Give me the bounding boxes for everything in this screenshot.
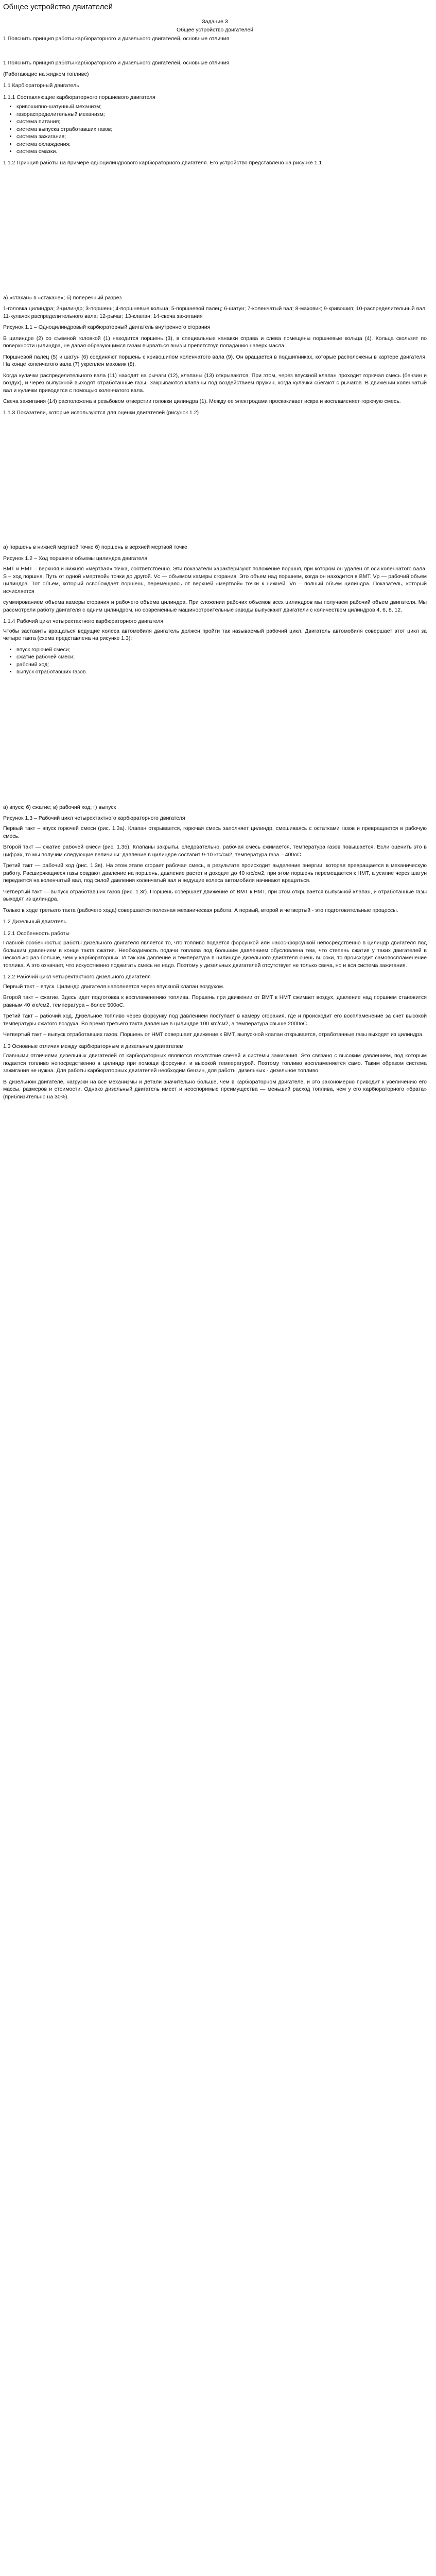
section-1-1-4-heading: 1.1.4 Рабочий цикл четырехтактного карбюраторного двигателя	[3, 618, 164, 625]
section-1-1-1-heading: 1.1.1 Составляющие карбюраторного поршневого двигателя	[3, 94, 155, 100]
paragraph-compression: Второй такт — сжатие рабочей смеси (рис. 1.3б). Клапаны закрыты, следовательно, рабочая смесь сжимается, температура газов повышается. Если оценить это в цифрах, то мы получим следующие величины: давление в цилиндре составит 9-10 кгс/см2, температура газа – 400оС.	[3, 844, 427, 858]
figure-1-1-labels: а) «стакан» в «стакане»; б) поперечный разрез	[3, 294, 122, 301]
figure-1-2-placeholder	[3, 420, 427, 544]
section-1-1-2-paragraph: 1.1.2 Принцип работы на примере одноцилиндрового карбюраторного двигателя. Его устройство представлено на рисунке 1.1	[3, 160, 322, 166]
list-item: • система выпуска отработавших газов;	[16, 126, 427, 133]
paragraph-intake: Первый такт – впуск горючей смеси (рис. 1.3а). Клапан открывается, горючая смесь заполняет цилиндр, смешиваясь с остатками газов и превращается в рабочую смесь.	[3, 825, 427, 839]
paragraph-power: Третий такт — рабочий ход (рис. 1.3в). На этом этапе сгорает рабочая смесь, в результате происходит выделение энергии, которая превращается в механическую работу. Расширяющиеся газы создают давление на поршень, давление растет и доходит до 40 кгс/см2, при этом поршень перемещается к НМТ, а усилие через шатун передается на коленчатый вал, под силой давления коленчатый вал и ведущие колеса автомобиля начинают вращаться.	[3, 862, 427, 884]
paragraph-diesel-exhaust: Четвертый такт – выпуск отработавших газов. Поршень от НМТ совершает движение к ВМТ, выпускной клапан открывается, отработанные газы выходят из цилиндра.	[3, 1031, 424, 1038]
paragraph-diesel-power: Третий такт – рабочий ход. Дизельное топливо через форсунку под давлением поступает в камеру сгорания, где и происходит его воспламенение за счет высокой температуры сжатого воздуха. Во время третьего такта давление в цилиндре 100 кгс/см2, а температура свыше 2000оС.	[3, 1013, 427, 1027]
list-item: • кривошипно-шатунный механизм;	[16, 103, 427, 110]
document-page	[0, 0, 430, 1114]
figure-1-1-legend: 1-головка цилиндра; 2-цилиндр; 3-поршень; 4-поршневые кольца; 5-поршневой палец; 6-шатун; 7-коленчатый вал; 8-маховик; 9-кривошип; 10-распределительный вал; 11-кулачок распределительного вала; 12-рычаг; 13-клапан; 14-свеча зажигания	[3, 306, 427, 319]
list-item: • газораспределительный механизм;	[16, 111, 427, 118]
section-1-1-3-heading: 1.1.3 Показатели, которые используются для оценки двигателей (рисунок 1.2)	[3, 409, 199, 416]
section-1-2-2-heading: 1.2.2 Рабочий цикл четырехтактного дизельного двигателя	[3, 974, 151, 980]
paragraph-pin: Поршневой палец (5) и шатун (6) соединяют поршень с кривошипом коленчатого вала (9). Он вращается в подшипниках, которые расположены в картере двигателя. На конце коленчатого вала (7) укреплен маховик (8).	[3, 353, 427, 368]
question-one: 1 Пояснить принцип работы карбюраторного и дизельного двигателей, основные отличия	[3, 35, 230, 42]
figure-1-3-labels: а) впуск; б) сжатие; в) рабочий ход; г) выпуск	[3, 804, 116, 810]
figure-1-1-caption: Рисунок 1.1 – Одноцилиндровый карбюраторный двигатель внутреннего сгорания	[3, 324, 211, 331]
paragraph-spark: Свеча зажигания (14) расположена в резьбовом отверстии головки цилиндра (1). Между ее электродами проскакивает искра и воспламеняет горючую смесь.	[3, 398, 401, 405]
paragraph-differences-1: Главными отличиями дизельных двигателей от карбюраторных являются отсутствие свечей и системы зажигания. Это связано с высоким давлением, под которым подается топливо непосредственно в цилиндр при помощи форсунки, и высокой температурой. Поэтому топливо воспламеняется само. Таким образом система зажигания не нужна. Для работы карбюраторных двигателей необходим бензин, для работы дизельных - дизельное топливо.	[3, 1053, 427, 1074]
list-item: • система зажигания;	[16, 133, 427, 140]
list-item: • впуск горючей смеси;	[16, 646, 427, 653]
paragraph-differences-2: В дизельном двигателе, нагрузки на все механизмы и детали значительно больше, чем в карбюраторном двигателе, и это закономерно приводит к увеличению его массы, размеров и стоимости. Однако дизельный двигатель имеет и неоспоримые преимущества — меньший расход топлива, чем у его карбюраторного «брата» (приблизительно на 30%).	[3, 1078, 427, 1100]
page-title: Общее устройство двигателей	[3, 3, 113, 11]
task-subtitle: Общее устройство двигателей	[176, 27, 254, 33]
paragraph-diesel-intake: Первый такт – впуск. Цилиндр двигателя наполняется через впускной клапан воздухом.	[3, 983, 224, 990]
list-item: • выпуск отработавших газов.	[16, 668, 427, 675]
paragraph-diesel: Главной особенностью работы дизельного двигателя является то, что топливо подается форсункой или насос-форсункой непосредственно в цилиндр двигателя под большим давлением в конце такта сжатия. Необходимость подачи топлива под большим давлением обусловлена тем, что степень сжатия у таких двигателей в несколько раз больше, чем у карбюраторных. И так как давление и температура в цилиндре дизельного двигателя очень высоки, то происходит самовоспламенение топлива. А это означает, что искусственно поджигать смесь не надо. Поэтому у дизельных двигателей отсутствует не только свеча, но и вся система зажигания.	[3, 940, 427, 969]
cycle-list	[3, 646, 427, 676]
list-item: • система смазки.	[16, 148, 427, 155]
paragraph-dead-points: ВМТ и НМТ – верхняя и нижняя «мертвая» точка, соответственно. Эти показатели характеризуют положение поршня, при котором он удален от оси коленчатого вала. S – ход поршня. Путь от одной «мертвой» точки до другой. Vc — объемом камеры сгорания. Это объем над поршнем, когда он находится в ВМТ. Vp — рабочий объем цилиндра. Тот объем, который освобождает поршень, перемещаясь от верхней «мертвой» точки к нижней. Vn – полный объем цилиндра. Показатель, который исчисляется	[3, 566, 427, 595]
paragraph-cylinder: В цилиндре (2) со съемной головкой (1) находится поршень (3), в специальные канавки справа и слева помещены поршневые кольца (4). Кольца скользят по поверхности цилиндра, не давая образующимся газам вырваться вниз и препятствуя попаданию наверх масла.	[3, 335, 427, 349]
task-number: Задание 3	[202, 18, 228, 25]
paragraph-exhaust: Четвертый такт — выпуск отработавших газов (рис. 1.3г). Поршень совершает движение от ВМТ к НМТ, при этом открывается выпускной клапан, и отработанные газы выходят из цилиндра.	[3, 888, 427, 903]
figure-1-3-caption: Рисунок 1.3 – Рабочий цикл четырехтактного карбюраторного двигателя	[3, 815, 185, 821]
list-item: • рабочий ход;	[16, 661, 427, 668]
components-list	[3, 103, 427, 155]
list-item: • система охлаждения;	[16, 141, 427, 148]
section-1-2-1-heading: 1.2.1 Особенность работы	[3, 930, 69, 937]
figure-1-3-placeholder	[3, 680, 427, 804]
figure-1-2-labels: а) поршень в нижней мертвой точке б) поршень в верхней мертвой точке	[3, 544, 187, 551]
figure-1-1-placeholder	[3, 171, 427, 294]
section-1-1-heading: 1.1 Карбюраторный двигатель	[3, 82, 79, 89]
paragraph-cam: Когда кулачки распределительного вала (11) находят на рычаги (12), клапаны (13) открываются. При этом, через впускной клапан проходит горючая смесь (бензин и воздух), и через выпускной выходят отработанные газы. Закрываются клапаны под воздействием пружин, когда кулачки сбегают с рычагов. В движении коленчатый вал и кулачки приводятся с помощью коленчатого вала.	[3, 372, 427, 394]
paragraph-cycle: Чтобы заставить вращаться ведущие колеса автомобиля двигатель должен пройти так называемый рабочий цикл. Двигатель автомобиля совершает этот цикл за четыре такта (схема представлена на рисунке 1.3):	[3, 628, 427, 642]
paragraph-diesel-compression: Второй такт – сжатие. Здесь идет подготовка к воспламенению топлива. Поршень при движении от ВМТ к НМТ сжимает воздух, давление над поршнем становится равным 40 кгс/см2, температура – более 500оС.	[3, 994, 427, 1008]
paragraph-volume-sum: суммированием объема камеры сгорания и рабочего объема цилиндра. При сложении рабочих объемов всех цилиндров мы получаем рабочий объем двигателя. Мы рассмотрели работу двигателя с одним цилиндром, но современные машиностроительные заводы выпускают двигатели с количеством цилиндров 4, 6, 8, 12.	[3, 599, 427, 613]
section-1-3-heading: 1.3 Основные отличия между карбюраторным и дизельным двигателем	[3, 1043, 184, 1049]
list-item: • система питания;	[16, 118, 427, 125]
section-1-2-heading: 1.2 Дизельный двигатель	[3, 919, 66, 925]
figure-1-2-caption: Рисунок 1.2 – Ход поршня и объемы цилиндра двигателя	[3, 555, 148, 562]
question-one-repeat: 1 Пояснить принцип работы карбюраторного и дизельного двигателей, основные отличия	[3, 60, 230, 66]
list-item: • сжатие рабочей смеси;	[16, 653, 427, 660]
paragraph-stroke: Только в ходе третьего такта (рабочего хода) совершается полезная механическая работа. А первый, второй и четвертый - это подготовительные процессы.	[3, 907, 398, 913]
fuel-note: (Работающие на жидком топливе)	[3, 71, 89, 77]
